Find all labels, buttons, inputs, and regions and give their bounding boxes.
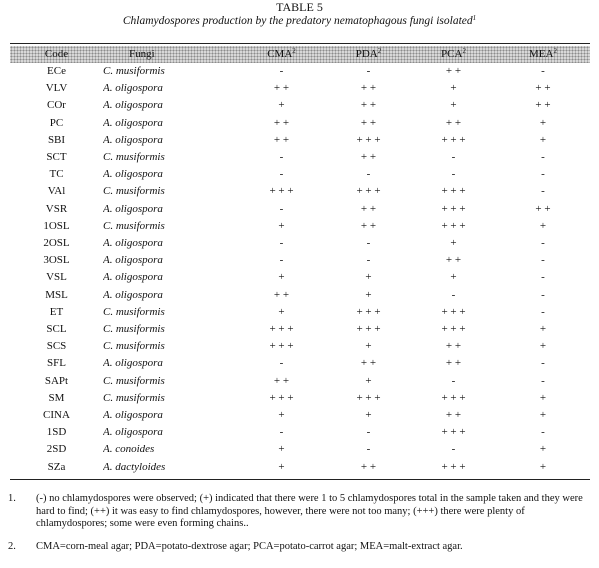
cell-pda: + <box>365 374 372 387</box>
cell-code: SCL <box>46 323 67 336</box>
cell-mea: + <box>539 219 547 232</box>
cell-pda: + + <box>360 460 377 473</box>
header-fungi: Fungi <box>129 48 155 60</box>
cell-code: MSL <box>45 288 68 301</box>
cell-pda: - <box>366 168 371 181</box>
cell-cma: - <box>279 151 284 164</box>
cell-pda: + + <box>360 219 377 232</box>
subtitle-text: Chlamydospores production by the predatory nematophagous fungi isolated <box>122 15 473 27</box>
cell-pca: + + <box>445 340 462 353</box>
cell-code: VSL <box>46 271 67 284</box>
cell-fungi: A. oligospora <box>103 202 163 215</box>
cell-fungi: A. conoides <box>103 443 155 456</box>
top-rule <box>10 43 590 44</box>
cell-code: COr <box>47 99 66 112</box>
cell-pda: + + <box>360 202 377 215</box>
table-row <box>10 287 590 304</box>
cell-mea: + + <box>535 202 551 215</box>
cell-pda: + + + <box>356 305 381 318</box>
cell-cma: + + + <box>269 391 294 404</box>
cell-mea: + <box>539 460 547 473</box>
table-row <box>10 235 590 252</box>
table-subtitle <box>0 14 599 28</box>
header-cma <box>237 46 326 63</box>
cell-pda: + + <box>360 357 377 370</box>
cell-code: 2SD <box>46 443 67 456</box>
cell-mea: + <box>539 133 547 146</box>
cell-pca: + + + <box>441 323 466 336</box>
cell-pda: + + <box>360 151 377 164</box>
data-table <box>10 46 590 476</box>
cell-pda: - <box>366 65 371 77</box>
cell-pca: + + <box>445 65 462 77</box>
cell-cma: + + <box>273 288 290 301</box>
cell-pda: + + + <box>356 185 381 198</box>
cell-mea: + + <box>535 82 551 95</box>
cell-code: ET <box>49 305 64 318</box>
cell-fungi: A. oligospora <box>103 237 163 250</box>
cell-pda: + + <box>360 99 377 112</box>
cell-pca: + + + <box>441 391 466 404</box>
table-title: TABLE 5 <box>276 0 323 14</box>
cell-pda: + <box>365 340 372 353</box>
table-row <box>10 201 590 218</box>
table-row <box>10 459 590 476</box>
cell-pca: - <box>451 374 456 387</box>
cell-mea: + <box>539 323 547 336</box>
table-row <box>10 166 590 183</box>
cell-code: TC <box>49 168 64 181</box>
footnote-1-number: 1. <box>8 493 16 504</box>
cell-code: 3OSL <box>43 254 70 267</box>
cell-pda: + + <box>360 116 377 129</box>
table-row <box>10 338 590 355</box>
cell-cma: + + + <box>269 185 294 198</box>
cell-mea: - <box>541 288 545 301</box>
table-row <box>10 218 590 235</box>
cell-pda: - <box>366 426 371 439</box>
cell-pca: + <box>450 99 457 112</box>
cell-code: VLV <box>45 82 68 95</box>
cell-pda: + + + <box>356 391 381 404</box>
cell-pca: - <box>451 443 456 456</box>
cell-mea: + <box>539 340 547 353</box>
footnote-2-text: CMA=corn-meal agar; PDA=potato-dextrose agar; PCA=potato-carrot agar; MEA=malt-extract agar. <box>36 541 463 552</box>
cell-cma: + + <box>273 133 290 146</box>
cell-fungi: A. oligospora <box>103 288 163 301</box>
cell-pca: + + + <box>441 426 466 439</box>
cell-code: CINA <box>43 409 70 422</box>
cell-pca: + + + <box>441 133 466 146</box>
cell-mea: - <box>541 168 545 181</box>
table-row <box>10 304 590 321</box>
cell-code: SCS <box>46 340 67 353</box>
cell-fungi: A. oligospora <box>103 82 163 95</box>
cell-pda: + + + <box>356 323 381 336</box>
cell-fungi: A. oligospora <box>103 357 163 370</box>
cell-mea: + <box>539 391 547 404</box>
table-row <box>10 80 590 97</box>
cell-mea: - <box>541 65 545 77</box>
cell-cma: - <box>279 168 284 181</box>
cell-cma: + + <box>273 116 290 129</box>
cell-fungi: A. oligospora <box>103 99 163 112</box>
cell-cma: + + <box>273 82 290 95</box>
cell-pca: + <box>450 82 457 95</box>
header-cma-sup: 2 <box>292 47 296 55</box>
cell-code: 1SD <box>46 426 67 439</box>
cell-fungi: A. oligospora <box>103 254 163 267</box>
cell-fungi: A. oligospora <box>103 116 163 129</box>
cell-code: PC <box>49 116 64 129</box>
cell-pda: + + + <box>356 133 381 146</box>
cell-cma: - <box>279 254 284 267</box>
cell-mea: + <box>539 116 547 129</box>
table-row <box>10 97 590 114</box>
cell-code: VAl <box>47 185 66 198</box>
table-row <box>10 390 590 407</box>
cell-pda: + + <box>360 82 377 95</box>
cell-cma: + <box>278 409 285 422</box>
cell-pca: + + <box>445 409 462 422</box>
cell-mea: + <box>539 443 547 456</box>
cell-pda: + <box>365 271 372 284</box>
header-row <box>10 46 590 63</box>
cell-mea: + + <box>535 99 551 112</box>
cell-fungi: A. oligospora <box>103 409 163 422</box>
table-row <box>10 63 590 80</box>
cell-pca: + + + <box>441 219 466 232</box>
header-mea-label: MEA <box>529 48 554 60</box>
cell-fungi: A. oligospora <box>103 168 163 181</box>
cell-code: SFL <box>47 357 66 370</box>
cell-cma: - <box>279 65 284 77</box>
cell-cma: - <box>279 202 284 215</box>
footnote-2-number: 2. <box>8 541 16 552</box>
table-row <box>10 407 590 424</box>
cell-cma: + + + <box>269 323 294 336</box>
cell-code: SBI <box>47 133 66 146</box>
header-code: Code <box>44 48 69 60</box>
cell-fungi: C. musiformis <box>103 391 165 404</box>
cell-pca: + + + <box>441 460 466 473</box>
header-cma-label: CMA <box>267 48 293 60</box>
table-row <box>10 355 590 372</box>
cell-cma: + + <box>273 374 290 387</box>
bottom-rule <box>10 479 590 480</box>
footnote-1-text: (-) no chlamydospores were observed; (+) indicated that there were 1 to 5 chlamydospores total in the sample taken and they were hard to find; (++) it was easy to find chlamydospores, however, there were not too many; (+++) there were plenty of chlamydospores; some were even forming chains.. <box>36 493 583 529</box>
cell-fungi: C. musiformis <box>103 219 165 232</box>
cell-fungi: C. musiformis <box>103 323 165 336</box>
cell-cma: + <box>278 271 285 284</box>
cell-fungi: C. musiformis <box>103 374 165 387</box>
cell-fungi: A. oligospora <box>103 271 163 284</box>
cell-code: VSR <box>45 202 68 215</box>
cell-code: SAPt <box>44 374 69 387</box>
cell-cma: - <box>279 357 284 370</box>
cell-mea: - <box>541 305 545 318</box>
table-row <box>10 252 590 269</box>
table-body <box>10 63 590 476</box>
cell-code: SZa <box>47 460 66 473</box>
cell-pca: + <box>450 237 457 250</box>
cell-pca: + + <box>445 254 462 267</box>
cell-pda: - <box>366 254 371 267</box>
header-pca-label: PCA <box>441 48 463 60</box>
cell-cma: - <box>279 426 284 439</box>
cell-code: ECe <box>47 65 66 77</box>
cell-cma: + <box>278 219 285 232</box>
table-row <box>10 115 590 132</box>
cell-cma: + <box>278 460 285 473</box>
table-row <box>10 373 590 390</box>
header-pca-sup: 2 <box>462 47 466 55</box>
cell-fungi: C. musiformis <box>103 305 165 318</box>
table-row <box>10 321 590 338</box>
cell-cma: + + + <box>269 340 294 353</box>
cell-code: SCT <box>46 151 67 164</box>
cell-pca: - <box>451 151 456 164</box>
cell-fungi: C. musiformis <box>103 185 165 198</box>
table-row <box>10 132 590 149</box>
cell-fungi: A. oligospora <box>103 133 163 146</box>
cell-cma: - <box>279 237 284 250</box>
cell-pda: + <box>365 409 372 422</box>
cell-code: 2OSL <box>43 237 70 250</box>
cell-pda: + <box>365 288 372 301</box>
cell-pda: - <box>366 237 371 250</box>
cell-mea: - <box>541 357 545 370</box>
cell-mea: - <box>541 151 545 164</box>
cell-cma: + <box>278 443 285 456</box>
cell-mea: + <box>539 409 547 422</box>
cell-fungi: C. musiformis <box>103 340 165 353</box>
header-pda <box>326 46 411 63</box>
cell-mea: - <box>541 185 545 198</box>
table-row <box>10 441 590 458</box>
table-row <box>10 424 590 441</box>
cell-code: 1OSL <box>43 219 70 232</box>
cell-pca: - <box>451 288 456 301</box>
cell-cma: + <box>278 99 285 112</box>
cell-pca: + + + <box>441 202 466 215</box>
header-pda-label: PDA <box>355 48 378 60</box>
cell-fungi: C. musiformis <box>103 151 165 164</box>
header-pca <box>411 46 496 63</box>
cell-fungi: C. musiformis <box>103 65 165 77</box>
subtitle-footnote-ref: 1 <box>472 14 477 22</box>
cell-pca: + + <box>445 116 462 129</box>
cell-pca: + + + <box>441 185 466 198</box>
cell-cma: + <box>278 305 285 318</box>
cell-pca: + + <box>445 357 462 370</box>
cell-pca: + <box>450 271 457 284</box>
cell-mea: - <box>541 254 545 267</box>
table-row <box>10 149 590 166</box>
header-pda-sup: 2 <box>377 47 382 55</box>
cell-pca: - <box>451 168 456 181</box>
header-mea-sup: 2 <box>553 47 557 55</box>
table-row <box>10 269 590 286</box>
cell-mea: - <box>541 374 545 387</box>
cell-fungi: A. oligospora <box>103 426 163 439</box>
cell-fungi: A. dactyloides <box>103 460 166 473</box>
cell-mea: - <box>541 426 545 439</box>
cell-pda: - <box>366 443 371 456</box>
cell-mea: - <box>541 237 545 250</box>
header-mea <box>496 46 590 63</box>
cell-pca: + + + <box>441 305 466 318</box>
cell-code: SM <box>48 391 65 404</box>
table-row <box>10 183 590 200</box>
cell-mea: - <box>541 271 545 284</box>
